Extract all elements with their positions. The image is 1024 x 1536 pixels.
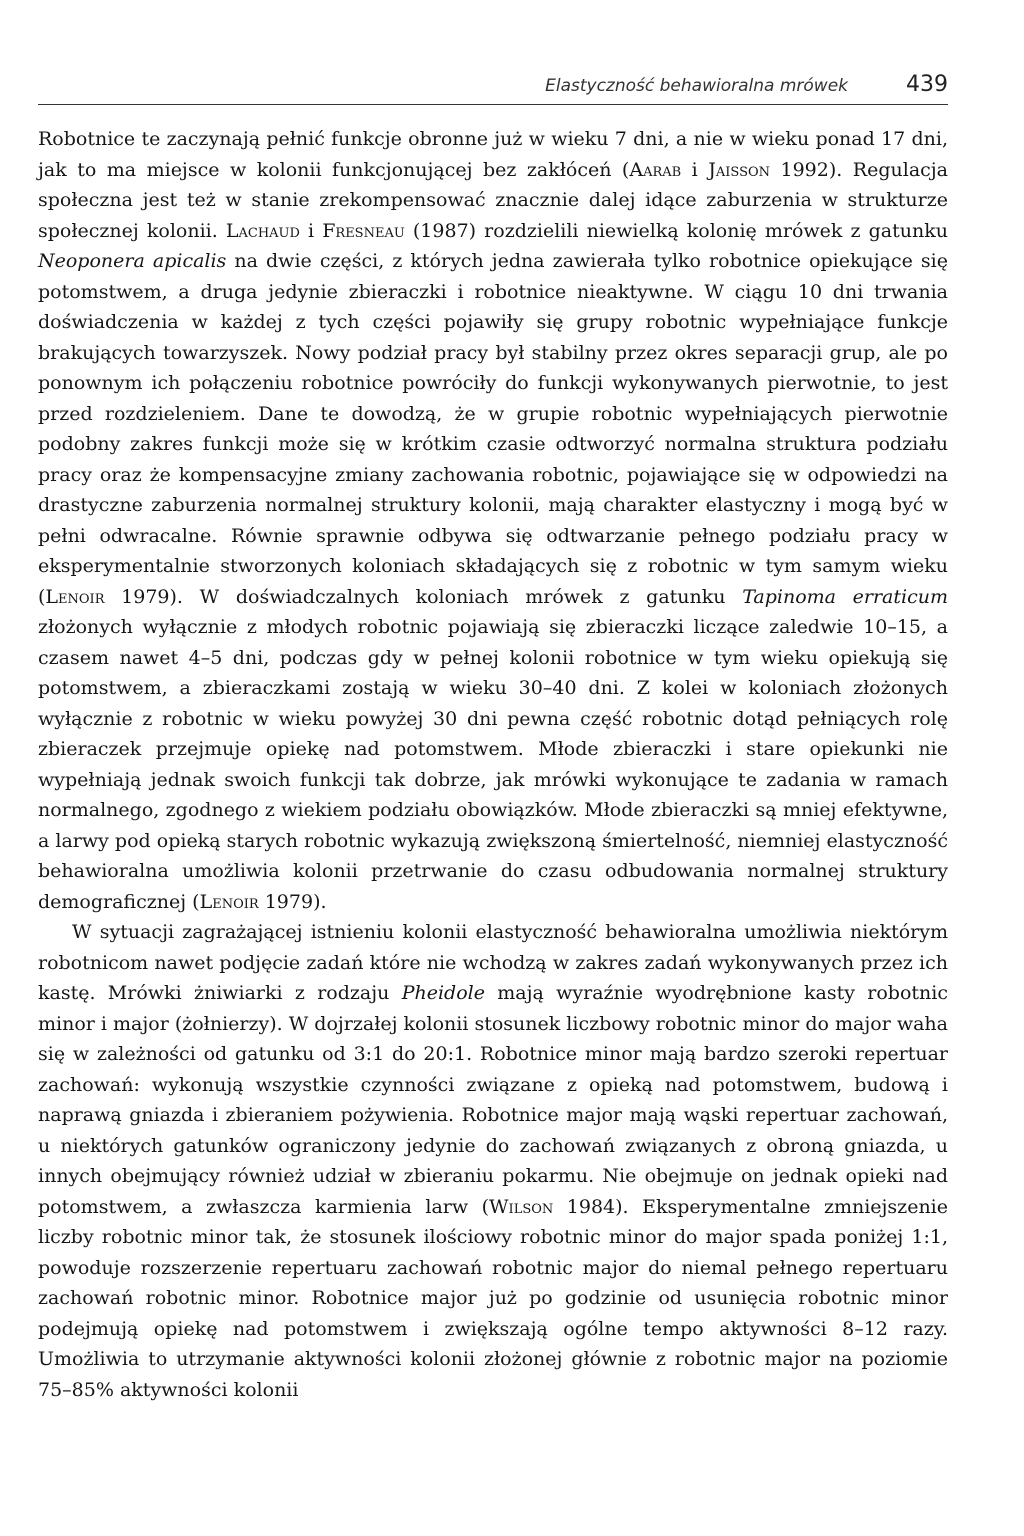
citation-author: Lachaud bbox=[225, 219, 300, 242]
text-run: i bbox=[681, 158, 709, 181]
text-run: i bbox=[299, 219, 323, 242]
text-run: 1979). bbox=[258, 890, 327, 913]
citation-author: Aarab bbox=[629, 158, 682, 181]
citation-author: Lenoir bbox=[45, 585, 105, 608]
text-run: W sytuacji zagrażającej istnieniu kolonii elastyczność behawioralna umożliwia niektórym robotnicom nawet podjęcie zadań które nie wchodzą w zakres zadań wykonywanych przez ich kastę. Mrówki żniwiarki z rodzaju bbox=[38, 921, 948, 1004]
text-run: (1987) rozdzielili niewielką kolonię mrówek z gatunku bbox=[404, 219, 948, 242]
running-header bbox=[38, 70, 948, 105]
genus-name: Pheidole bbox=[401, 982, 485, 1004]
running-header-title: Elastyczność behawioralna mrówek bbox=[545, 76, 848, 96]
species-name: Neoponera apicalis bbox=[38, 250, 227, 272]
paragraph-1 bbox=[38, 124, 948, 917]
text-run: 1979). W doświadczalnych koloniach mrówek z gatunku bbox=[104, 585, 743, 608]
citation-author: Jaisson bbox=[708, 158, 771, 181]
text-run: 1984). Eksperymentalne zmniejszenie liczby robotnic minor tak, że stosunek ilościowy robotnic minor do major spada poniżej 1:1, powoduje rozszerzenie repertuaru zachowań robotnic major do niemal pełnego repertuaru zachowań robotnic minor. Robotnice major już po godzinie od usunięcia robotnic minor podejmują opiekę nad potomstwem i zwiększają ogólne tempo aktywności 8–12 razy. Umożliwia to utrzymanie aktywności kolonii złożonej głównie z robotnic major na poziomie 75–85% aktywności kolonii bbox=[38, 1195, 948, 1401]
citation-author: Lenoir bbox=[199, 890, 259, 913]
species-name: Tapinoma erraticum bbox=[742, 585, 948, 608]
page-number: 439 bbox=[906, 72, 948, 97]
text-run: złożonych wyłącznie z młodych robotnic pojawiają się zbieraczki liczące zaledwie 10–15, a czasem nawet 4–5 dni, podczas gdy w pełnej kolonii robotnice w tym wieku opiekują się potomstwem, a zbieraczkami zostają w wieku 30–40 dni. Z kolei w koloniach złożonych wyłącznie z robotnic w wieku powyżej 30 dni pewna część robotnic dotąd pełniących rolę zbieraczek przejmuje opiekę nad potomstwem. Młode zbieraczki i stare opiekunki nie wypełniają jednak swoich funkcji tak dobrze, jak mrówki wykonujące te zadania w ramach normalnego, zgodnego z wiekiem podziału obowiązków. Młode zbieraczki są mniej efektywne, a larwy pod opieką starych robotnic wykazują zwiększoną śmiertelność, niemniej elastyczność behawioralna umożliwia kolonii przetrwanie do czasu odbudowania normalnej struktury demograficznej ( bbox=[38, 616, 948, 913]
text-run: na dwie części, z których jedna zawierała tylko robotnice opiekujące się potomstwem, a druga jedynie zbieraczki i robotnice nieaktywne. W ciągu 10 dni trwania doświadczenia w każdej z tych części pojawiły się grupy robotnic wypełniające funkcje brakujących towarzyszek. Nowy podział pracy był stabilny przez okres separacji grup, ale po ponownym ich połączeniu robotnice powróciły do funkcji wykonywanych pierwotnie, to jest przed rozdzieleniem. Dane te dowodzą, że w grupie robotnic wypełniających pierwotnie podobny zakres funkcji może się w krótkim czasie odtworzyć normalna struktura podziału pracy oraz że kompensacyjne zmiany zachowania robotnic, pojawiające się w odpowiedzi na drastyczne zaburzenia normalnej struktury kolonii, mają charakter elastyczny i mogą być w pełni odwracalne. Równie sprawnie odbywa się odtwarzanie pełnego podziału pracy w eksperymentalnie stworzonych koloniach składających się z robotnic w tym samym wieku ( bbox=[38, 250, 948, 608]
text-run: mają wyraźnie wyodrębnione kasty robotnic minor i major (żołnierzy). W dojrzałej kolonii stosunek liczbowy robotnic minor do major waha się w zależności od gatunku od 3:1 do 20:1. Robotnice minor mają bardzo szeroki repertuar zachowań: wykonują wszystkie czynności związane z opieką nad potomstwem, budową i naprawą gniazda i zbieraniem pożywienia. Robotnice major mają wąski repertuar zachowań, u niektórych gatunków ograniczony jedynie do zachowań związanych z obroną gniazda, u innych obejmujący również udział w zbieraniu pokarmu. Nie obejmuje on jednak opieki nad potomstwem, a zwłaszcza karmienia larw ( bbox=[38, 982, 948, 1218]
paragraph-2 bbox=[38, 917, 948, 1405]
text-run: 1992). Regulacja społeczna jest też w stanie zrekompensować znacznie dalej idące zaburzenia w strukturze społecznej kolonii. bbox=[38, 158, 949, 242]
citation-author: Fresneau bbox=[322, 219, 405, 242]
body-text bbox=[38, 124, 948, 1405]
citation-author: Wilson bbox=[489, 1195, 554, 1218]
text-run: Robotnice te zaczynają pełnić funkcje obronne już w wieku 7 dni, a nie w wieku ponad 17 dni, jak to ma miejsce w kolonii funkcjonującej bez zakłóceń ( bbox=[38, 128, 948, 181]
